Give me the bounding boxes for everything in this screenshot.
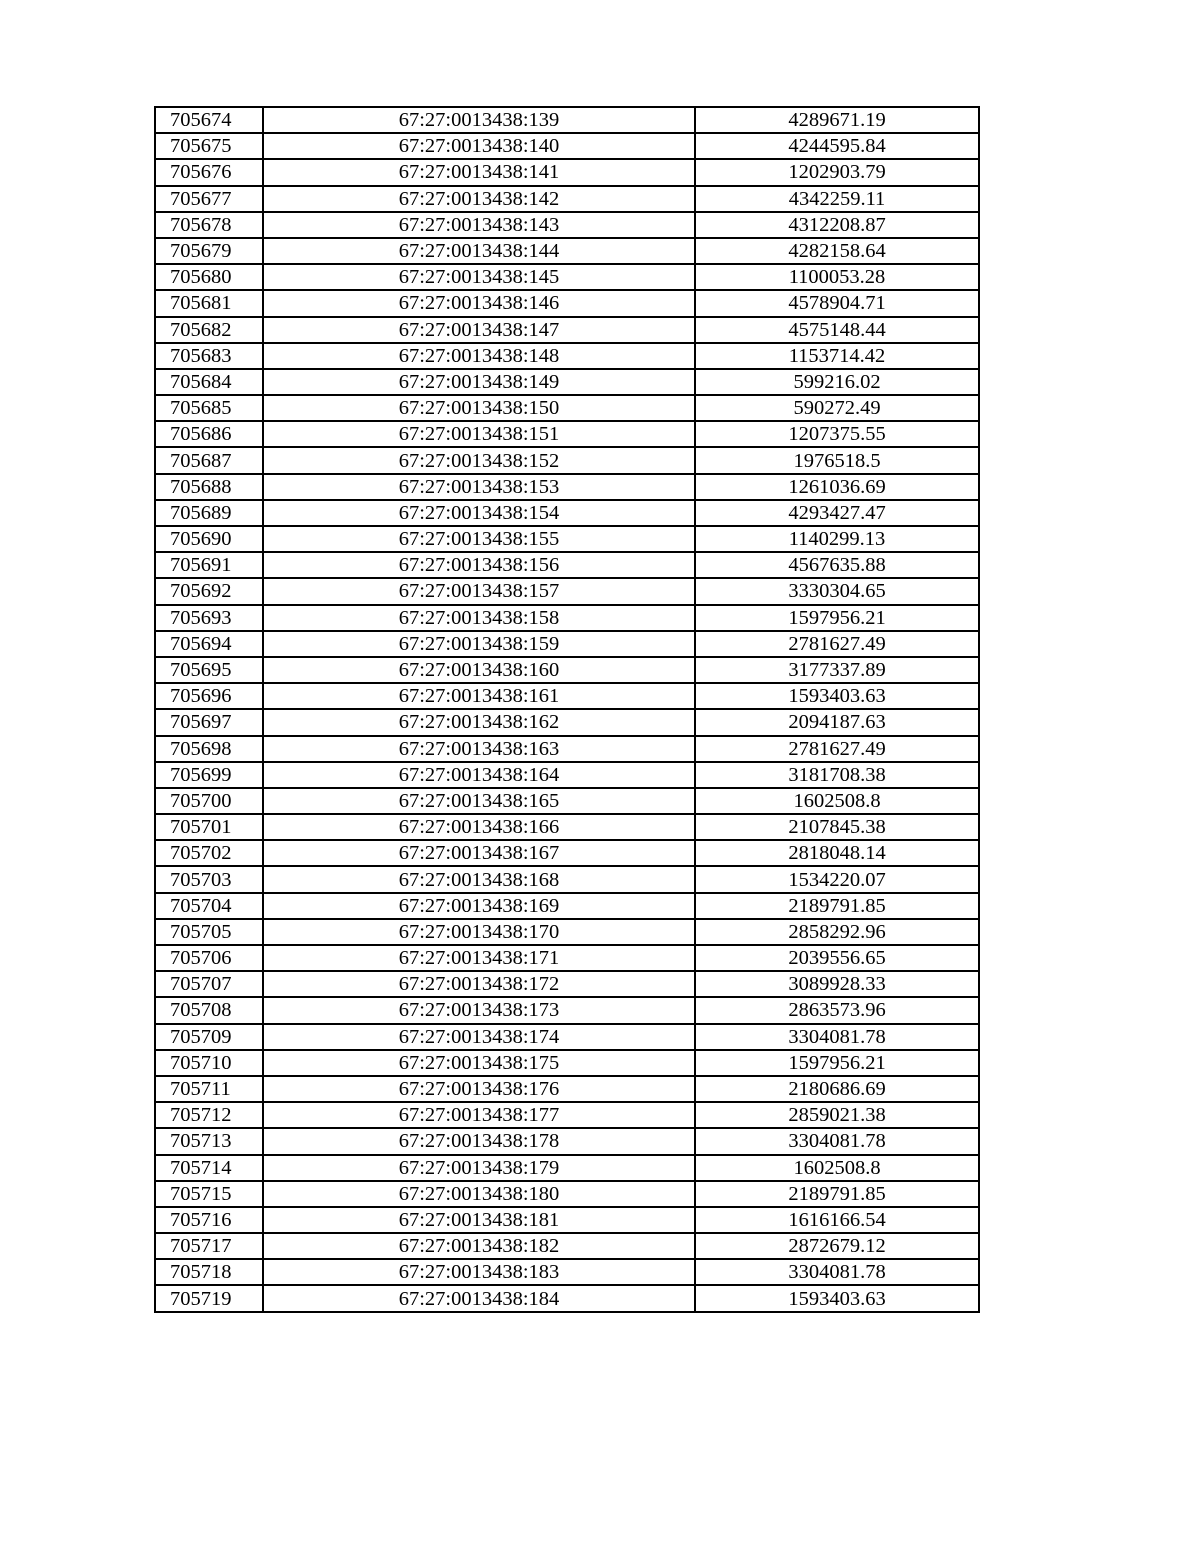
row-id-cell: 705686 xyxy=(155,421,263,447)
row-id-cell: 705675 xyxy=(155,133,263,159)
row-id-cell: 705717 xyxy=(155,1233,263,1259)
table-row xyxy=(155,1076,979,1102)
table-row xyxy=(155,552,979,578)
table-row xyxy=(155,159,979,185)
value-cell: 4342259.11 xyxy=(695,186,979,212)
value-cell: 4289671.19 xyxy=(695,107,979,133)
cadastral-number-cell: 67:27:0013438:172 xyxy=(263,971,695,997)
row-id-cell: 705687 xyxy=(155,447,263,473)
row-id-cell: 705680 xyxy=(155,264,263,290)
cadastral-number-cell: 67:27:0013438:165 xyxy=(263,788,695,814)
table-row xyxy=(155,238,979,264)
table-row xyxy=(155,1233,979,1259)
table-row xyxy=(155,762,979,788)
row-id-cell: 705712 xyxy=(155,1102,263,1128)
value-cell: 2189791.85 xyxy=(695,1181,979,1207)
value-cell: 2781627.49 xyxy=(695,631,979,657)
table-row xyxy=(155,474,979,500)
table-row xyxy=(155,1050,979,1076)
table-row xyxy=(155,317,979,343)
row-id-cell: 705718 xyxy=(155,1259,263,1285)
value-cell: 2189791.85 xyxy=(695,893,979,919)
value-cell: 4312208.87 xyxy=(695,212,979,238)
value-cell: 3177337.89 xyxy=(695,657,979,683)
value-cell: 599216.02 xyxy=(695,369,979,395)
value-cell: 1140299.13 xyxy=(695,526,979,552)
table-row xyxy=(155,343,979,369)
cadastral-number-cell: 67:27:0013438:183 xyxy=(263,1259,695,1285)
row-id-cell: 705707 xyxy=(155,971,263,997)
row-id-cell: 705679 xyxy=(155,238,263,264)
value-cell: 4578904.71 xyxy=(695,290,979,316)
table-row xyxy=(155,840,979,866)
table-row xyxy=(155,578,979,604)
table-row xyxy=(155,945,979,971)
table-row xyxy=(155,1024,979,1050)
cadastral-number-cell: 67:27:0013438:144 xyxy=(263,238,695,264)
row-id-cell: 705690 xyxy=(155,526,263,552)
row-id-cell: 705710 xyxy=(155,1050,263,1076)
cadastral-number-cell: 67:27:0013438:159 xyxy=(263,631,695,657)
table-row xyxy=(155,447,979,473)
row-id-cell: 705715 xyxy=(155,1181,263,1207)
row-id-cell: 705682 xyxy=(155,317,263,343)
cadastral-number-cell: 67:27:0013438:163 xyxy=(263,736,695,762)
row-id-cell: 705694 xyxy=(155,631,263,657)
data-table xyxy=(154,106,980,1313)
row-id-cell: 705706 xyxy=(155,945,263,971)
table-row xyxy=(155,919,979,945)
cadastral-number-cell: 67:27:0013438:170 xyxy=(263,919,695,945)
row-id-cell: 705705 xyxy=(155,919,263,945)
cadastral-number-cell: 67:27:0013438:182 xyxy=(263,1233,695,1259)
value-cell: 3304081.78 xyxy=(695,1024,979,1050)
row-id-cell: 705695 xyxy=(155,657,263,683)
value-cell: 2818048.14 xyxy=(695,840,979,866)
row-id-cell: 705714 xyxy=(155,1155,263,1181)
value-cell: 3181708.38 xyxy=(695,762,979,788)
table-row xyxy=(155,631,979,657)
row-id-cell: 705676 xyxy=(155,159,263,185)
cadastral-number-cell: 67:27:0013438:178 xyxy=(263,1128,695,1154)
cadastral-number-cell: 67:27:0013438:166 xyxy=(263,814,695,840)
cadastral-number-cell: 67:27:0013438:154 xyxy=(263,500,695,526)
table-row xyxy=(155,709,979,735)
value-cell: 4567635.88 xyxy=(695,552,979,578)
value-cell: 2781627.49 xyxy=(695,736,979,762)
cadastral-number-cell: 67:27:0013438:149 xyxy=(263,369,695,395)
cadastral-number-cell: 67:27:0013438:169 xyxy=(263,893,695,919)
value-cell: 1616166.54 xyxy=(695,1207,979,1233)
value-cell: 4293427.47 xyxy=(695,500,979,526)
row-id-cell: 705677 xyxy=(155,186,263,212)
table-row xyxy=(155,788,979,814)
cadastral-number-cell: 67:27:0013438:167 xyxy=(263,840,695,866)
table-row xyxy=(155,1128,979,1154)
cadastral-number-cell: 67:27:0013438:171 xyxy=(263,945,695,971)
cadastral-number-cell: 67:27:0013438:184 xyxy=(263,1285,695,1311)
value-cell: 2180686.69 xyxy=(695,1076,979,1102)
row-id-cell: 705719 xyxy=(155,1285,263,1311)
table-row xyxy=(155,657,979,683)
value-cell: 1202903.79 xyxy=(695,159,979,185)
value-cell: 1597956.21 xyxy=(695,1050,979,1076)
row-id-cell: 705697 xyxy=(155,709,263,735)
table-row xyxy=(155,212,979,238)
value-cell: 1602508.8 xyxy=(695,788,979,814)
cadastral-number-cell: 67:27:0013438:150 xyxy=(263,395,695,421)
row-id-cell: 705716 xyxy=(155,1207,263,1233)
row-id-cell: 705688 xyxy=(155,474,263,500)
value-cell: 1261036.69 xyxy=(695,474,979,500)
row-id-cell: 705683 xyxy=(155,343,263,369)
cadastral-number-cell: 67:27:0013438:174 xyxy=(263,1024,695,1050)
cadastral-number-cell: 67:27:0013438:162 xyxy=(263,709,695,735)
table-row xyxy=(155,500,979,526)
value-cell: 4575148.44 xyxy=(695,317,979,343)
row-id-cell: 705684 xyxy=(155,369,263,395)
value-cell: 4282158.64 xyxy=(695,238,979,264)
cadastral-number-cell: 67:27:0013438:151 xyxy=(263,421,695,447)
cadastral-number-cell: 67:27:0013438:153 xyxy=(263,474,695,500)
cadastral-number-cell: 67:27:0013438:158 xyxy=(263,605,695,631)
value-cell: 4244595.84 xyxy=(695,133,979,159)
table-row xyxy=(155,971,979,997)
cadastral-number-cell: 67:27:0013438:176 xyxy=(263,1076,695,1102)
table-row xyxy=(155,395,979,421)
table-row xyxy=(155,1207,979,1233)
table-row xyxy=(155,133,979,159)
table-row xyxy=(155,290,979,316)
table-row xyxy=(155,1259,979,1285)
cadastral-number-cell: 67:27:0013438:157 xyxy=(263,578,695,604)
table-row xyxy=(155,683,979,709)
cadastral-number-cell: 67:27:0013438:142 xyxy=(263,186,695,212)
table-row xyxy=(155,421,979,447)
value-cell: 2858292.96 xyxy=(695,919,979,945)
table-row xyxy=(155,736,979,762)
cadastral-number-cell: 67:27:0013438:181 xyxy=(263,1207,695,1233)
value-cell: 2863573.96 xyxy=(695,997,979,1023)
row-id-cell: 705696 xyxy=(155,683,263,709)
cadastral-number-cell: 67:27:0013438:141 xyxy=(263,159,695,185)
row-id-cell: 705713 xyxy=(155,1128,263,1154)
value-cell: 1534220.07 xyxy=(695,866,979,892)
cadastral-number-cell: 67:27:0013438:177 xyxy=(263,1102,695,1128)
value-cell: 1593403.63 xyxy=(695,683,979,709)
table-row xyxy=(155,1285,979,1311)
cadastral-number-cell: 67:27:0013438:139 xyxy=(263,107,695,133)
row-id-cell: 705692 xyxy=(155,578,263,604)
row-id-cell: 705699 xyxy=(155,762,263,788)
table-row xyxy=(155,369,979,395)
row-id-cell: 705693 xyxy=(155,605,263,631)
table-row xyxy=(155,186,979,212)
row-id-cell: 705685 xyxy=(155,395,263,421)
row-id-cell: 705689 xyxy=(155,500,263,526)
table-row xyxy=(155,997,979,1023)
row-id-cell: 705702 xyxy=(155,840,263,866)
value-cell: 1597956.21 xyxy=(695,605,979,631)
row-id-cell: 705691 xyxy=(155,552,263,578)
cadastral-number-cell: 67:27:0013438:160 xyxy=(263,657,695,683)
table-row xyxy=(155,264,979,290)
cadastral-number-cell: 67:27:0013438:143 xyxy=(263,212,695,238)
cadastral-number-cell: 67:27:0013438:152 xyxy=(263,447,695,473)
value-cell: 3304081.78 xyxy=(695,1128,979,1154)
value-cell: 2039556.65 xyxy=(695,945,979,971)
row-id-cell: 705709 xyxy=(155,1024,263,1050)
table-row xyxy=(155,107,979,133)
value-cell: 1100053.28 xyxy=(695,264,979,290)
value-cell: 3330304.65 xyxy=(695,578,979,604)
table-row xyxy=(155,1155,979,1181)
row-id-cell: 705674 xyxy=(155,107,263,133)
cadastral-number-cell: 67:27:0013438:175 xyxy=(263,1050,695,1076)
cadastral-number-cell: 67:27:0013438:140 xyxy=(263,133,695,159)
value-cell: 590272.49 xyxy=(695,395,979,421)
cadastral-number-cell: 67:27:0013438:155 xyxy=(263,526,695,552)
row-id-cell: 705711 xyxy=(155,1076,263,1102)
table-row xyxy=(155,866,979,892)
row-id-cell: 705700 xyxy=(155,788,263,814)
value-cell: 1602508.8 xyxy=(695,1155,979,1181)
row-id-cell: 705698 xyxy=(155,736,263,762)
value-cell: 3304081.78 xyxy=(695,1259,979,1285)
value-cell: 1207375.55 xyxy=(695,421,979,447)
value-cell: 2859021.38 xyxy=(695,1102,979,1128)
table-row xyxy=(155,526,979,552)
row-id-cell: 705681 xyxy=(155,290,263,316)
table-row xyxy=(155,893,979,919)
row-id-cell: 705708 xyxy=(155,997,263,1023)
value-cell: 3089928.33 xyxy=(695,971,979,997)
row-id-cell: 705678 xyxy=(155,212,263,238)
value-cell: 1153714.42 xyxy=(695,343,979,369)
cadastral-number-cell: 67:27:0013438:179 xyxy=(263,1155,695,1181)
cadastral-number-cell: 67:27:0013438:161 xyxy=(263,683,695,709)
cadastral-number-cell: 67:27:0013438:156 xyxy=(263,552,695,578)
value-cell: 1593403.63 xyxy=(695,1285,979,1311)
cadastral-number-cell: 67:27:0013438:148 xyxy=(263,343,695,369)
cadastral-number-cell: 67:27:0013438:173 xyxy=(263,997,695,1023)
row-id-cell: 705701 xyxy=(155,814,263,840)
cadastral-number-cell: 67:27:0013438:145 xyxy=(263,264,695,290)
cadastral-number-cell: 67:27:0013438:168 xyxy=(263,866,695,892)
table-row xyxy=(155,605,979,631)
row-id-cell: 705703 xyxy=(155,866,263,892)
table-row xyxy=(155,1181,979,1207)
value-cell: 2872679.12 xyxy=(695,1233,979,1259)
cadastral-number-cell: 67:27:0013438:146 xyxy=(263,290,695,316)
table-row xyxy=(155,814,979,840)
value-cell: 2094187.63 xyxy=(695,709,979,735)
table-row xyxy=(155,1102,979,1128)
cadastral-number-cell: 67:27:0013438:164 xyxy=(263,762,695,788)
value-cell: 1976518.5 xyxy=(695,447,979,473)
table-body xyxy=(155,107,979,1312)
row-id-cell: 705704 xyxy=(155,893,263,919)
cadastral-number-cell: 67:27:0013438:147 xyxy=(263,317,695,343)
value-cell: 2107845.38 xyxy=(695,814,979,840)
cadastral-number-cell: 67:27:0013438:180 xyxy=(263,1181,695,1207)
